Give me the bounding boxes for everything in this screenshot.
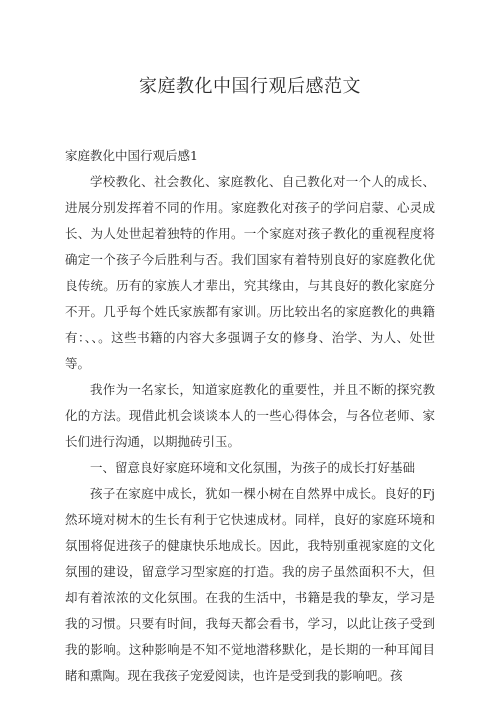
paragraph-environment: 孩子在家庭中成长，犹如一棵小树在自然界中成长。良好的Fj然环境对树木的生长有利于它快速成材。同样，良好的家庭环境和氛围将促进孩子的健康快乐地成长。因此，我特别重视家庭的文化氛围的建设，留意学习型家庭的打造。我的房子虽然面积不大，但却有着浓浓的文化氛围。在我的生活中，书籍是我的挚友，学习是我的习惯。只要有时间，我每天都会看书，学习，以此让孩子受到我的影响。这种影响是不知不觉地潜移默化，是长期的一种耳闻目睹和熏陶。现在我孩子宠爱阅读，也许是受到我的影响吧。孩 bbox=[65, 486, 435, 683]
document-title: 家庭教化中国行观后感范文 bbox=[139, 76, 361, 97]
section-heading-one: 一、留意良好家庭环境和文化氛围，为孩子的成长打好基础 bbox=[90, 460, 416, 475]
document-body bbox=[65, 143, 435, 689]
section-subtitle: 家庭教化中国行观后感1 bbox=[65, 148, 198, 163]
paragraph-intro: 学校教化、社会教化、家庭教化、自己教化对一个人的成长、进展分别发挥着不同的作用。家庭教化对孩子的学问启蒙、心灵成长、为人处世起着独特的作用。一个家庭对孩子教化的重视程度将确定一个孩子今后胜利与否。我们国家有着特别良好的家庭教化优良传统。历有的家族人才辈出，究其缘由，与其良好的教化家庭分不开。几乎每个姓氏家族都有家训。历比较出名的家庭教化的典籍有：、、。这些书籍的内容大多强调子女的修身、治学、为人、处世等。 bbox=[65, 174, 435, 371]
paragraph-parent-role: 我作为一名家长，知道家庭教化的重要性，并且不断的探究教化的方法。现借此机会谈谈本人的一些心得体会，与各位老师、家长们进行沟通，以期抛砖引玉。 bbox=[65, 382, 435, 449]
